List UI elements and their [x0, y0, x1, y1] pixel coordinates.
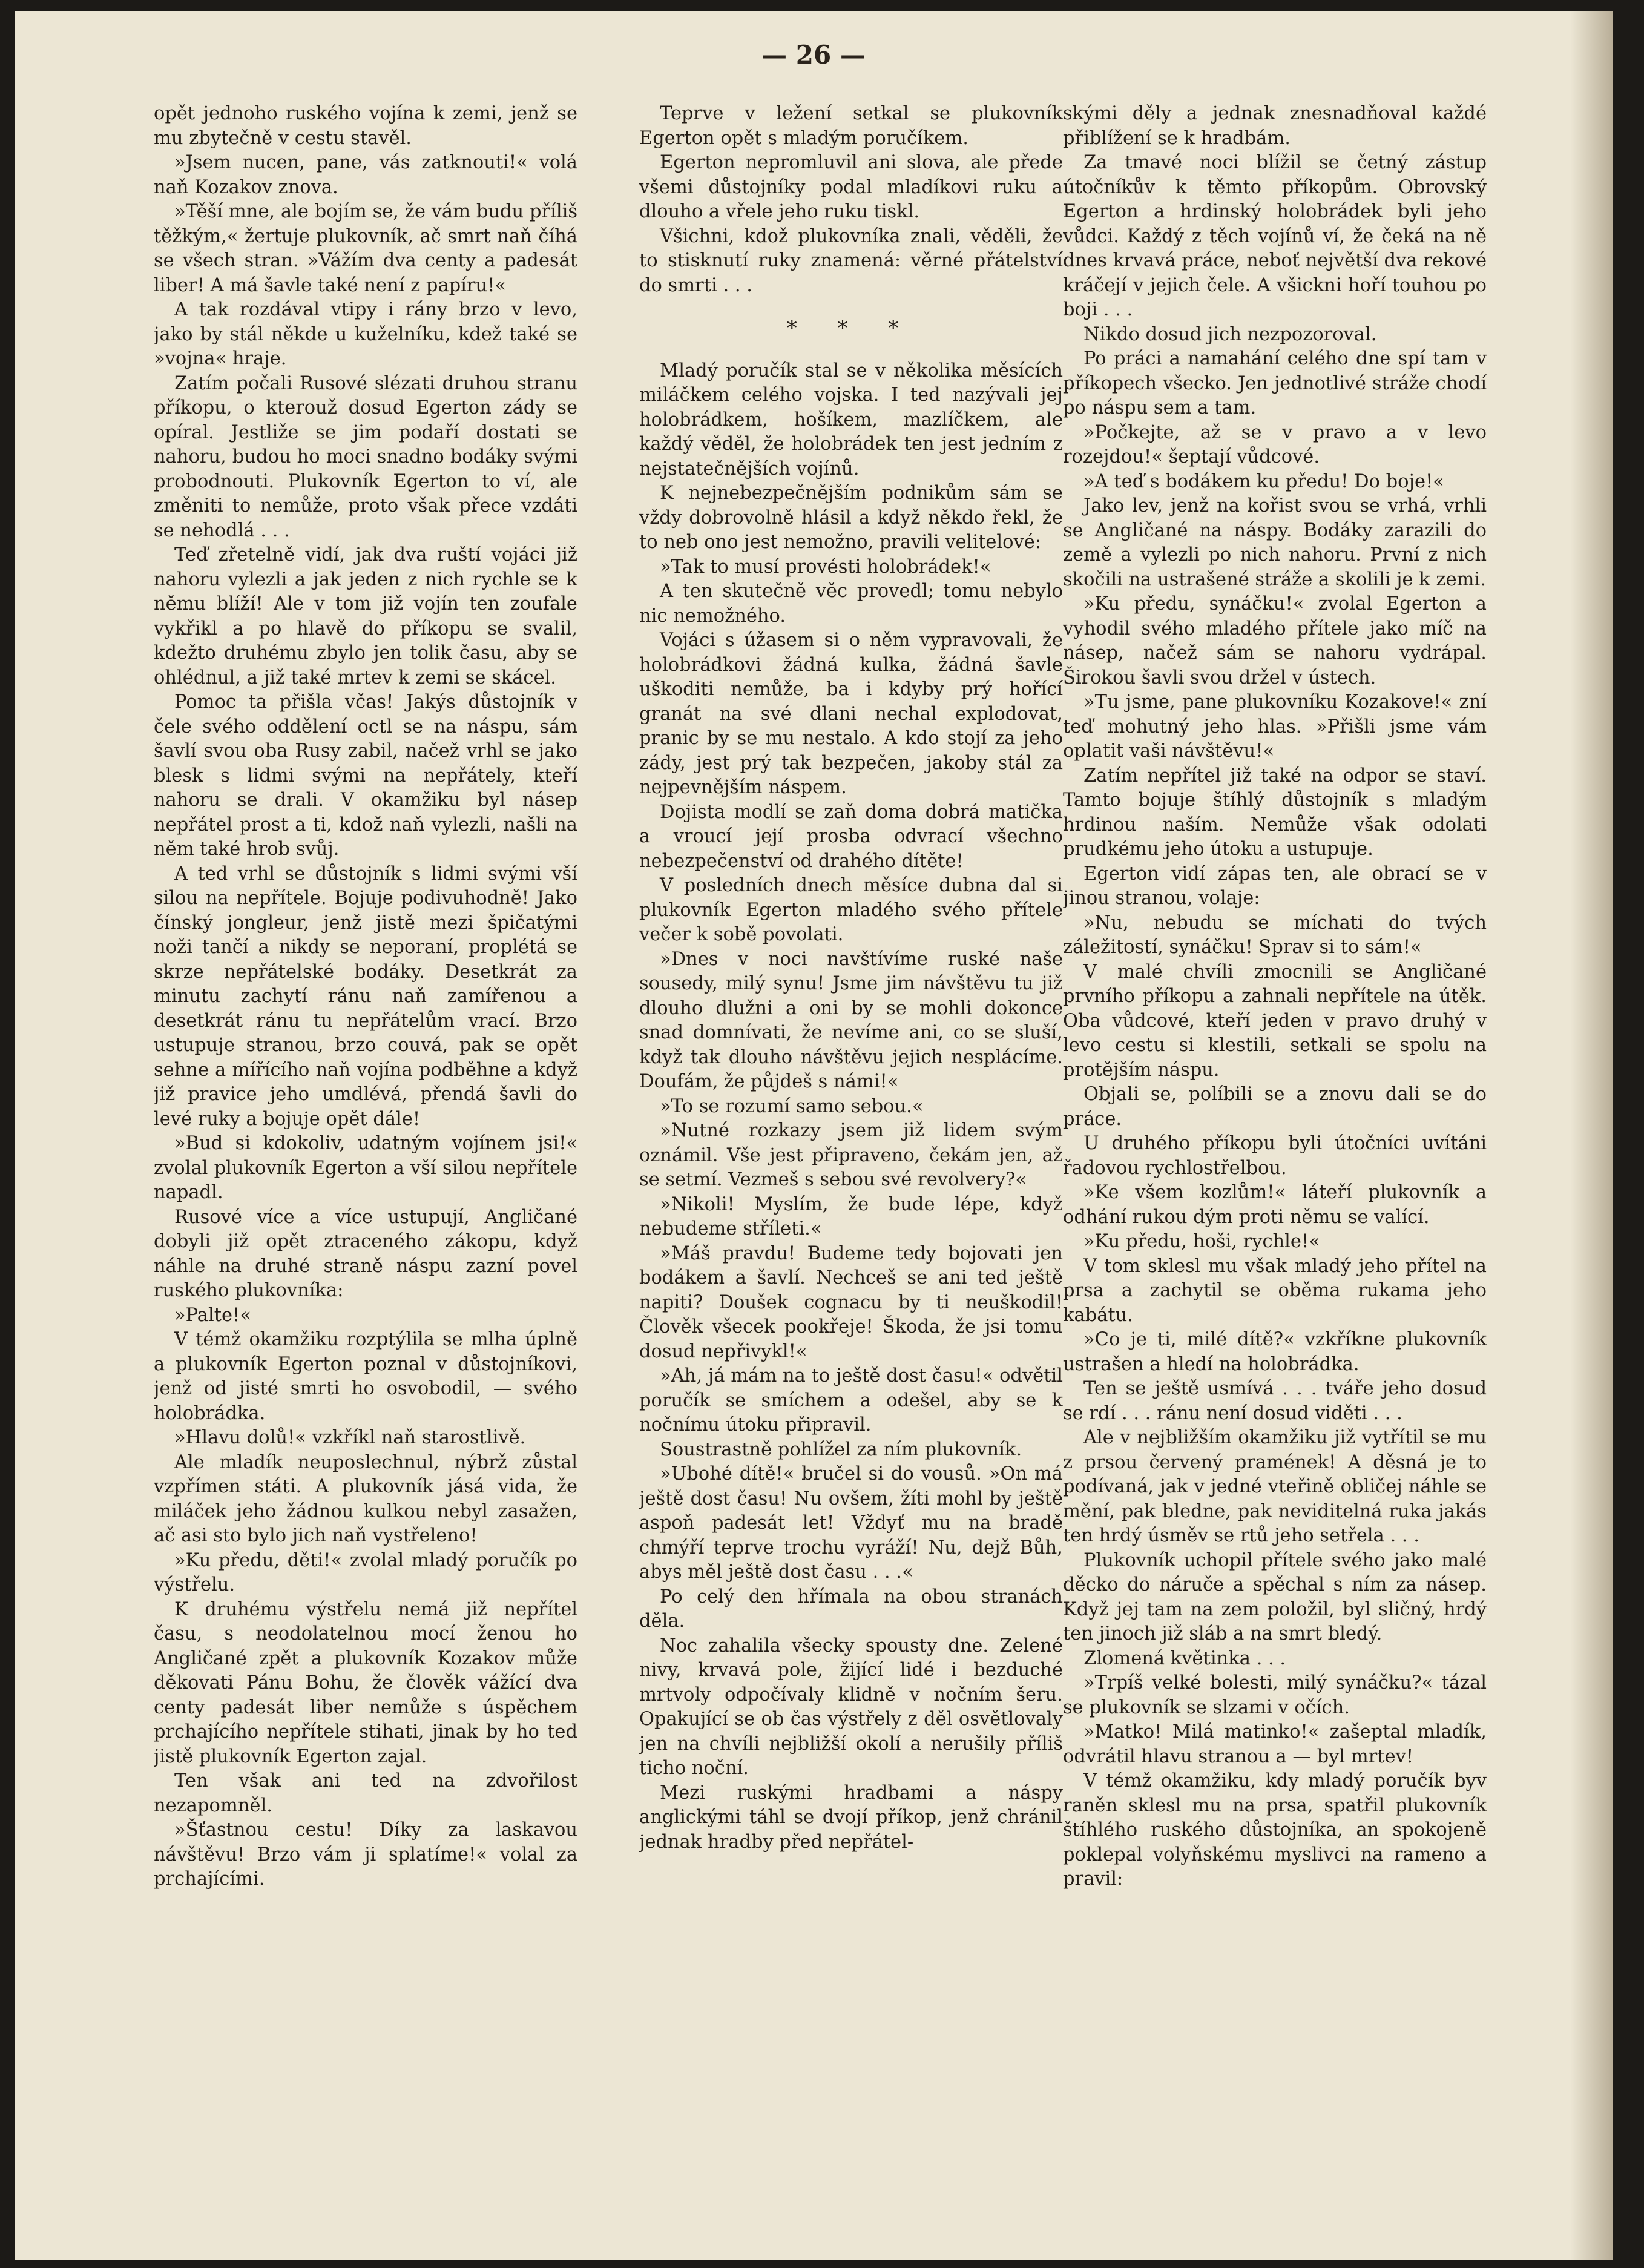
paragraph: V tom sklesl mu však mladý jeho přítel na prsa a zachytil se oběma rukama jeho kabátu.	[1063, 1255, 1487, 1326]
paragraph: skými děly a jednak znesnadňoval každé přiblížení se k hradbám.	[1063, 103, 1487, 149]
paragraph: »Nikoli! Myslím, že bude lépe, když nebudeme stříleti.«	[639, 1193, 1063, 1239]
paragraph: »Hlavu dolů!« vzkříkl naň starostlivě.	[174, 1427, 526, 1448]
paragraph: V malé chvíli zmocnili se Angličané prvního příkopu a zahnali nepřítele na útěk. Oba vůdcové, kteří jeden v pravo druhý v levo cestu si klestili, setkali se spolu na protějším náspu.	[1063, 961, 1487, 1081]
paragraph: Soustrastně pohlížel za ním plukovník.	[660, 1439, 1022, 1460]
paragraph: »Ubohé dítě!« bručel si do vousů. »On má ještě dost času! Nu ovšem, žíti mohl by ještě aspoň padesát let! Vždyť mu na bradě chmýří teprve trochu vyráží! Nu, dejž Bůh, abys měl ještě dost času . . .«	[639, 1463, 1063, 1583]
paragraph: Dojista modlí se zaň doma dobrá matička a vroucí její prosba odvrací všechno nebezpečenství od drahého dítěte!	[639, 801, 1063, 872]
paragraph: Mezi ruskými hradbami a náspy anglickými táhl se dvojí příkop, jenž chránil jednak hradby před nepřátel-	[639, 1782, 1063, 1853]
paragraph: Zatím počali Rusové slézati druhou stranu příkopu, o kterouž dosud Egerton zády se opíral. Jestliže se jim podaří dostati se nahoru, budou ho moci snadno bodáky svými probodnouti. Plukovník Egerton to ví, ale změniti to nemůže, proto však přece vzdáti se nehodlá . . .	[154, 372, 577, 541]
paragraph: Plukovník uchopil přítele svého jako malé děcko do náruče a spěchal s ním za násep. Když jej tam na zem položil, byl sličný, hrdý ten jinoch již sláb a na smrt bledý.	[1063, 1549, 1487, 1644]
paragraph: Zatím nepřítel již také na odpor se staví. Tamto bojuje štíhlý důstojník s mladým hrdinou naším. Nemůže však odolati prudkému jeho útoku a ustupuje.	[1063, 765, 1487, 860]
paragraph: »Dnes v noci navštívíme ruské naše sousedy, milý synu! Jsme jim návštěvu tu již dlouho dlužni a oni by se mohli dokonce snad domnívati, že nevíme ani, co se sluší, když tak dlouho návštěvu jejich nesplácíme. Doufám, že půjdeš s námi!«	[639, 948, 1063, 1092]
paragraph: »Bud si kdokoliv, udatným vojínem jsi!« zvolal plukovník Egerton a vší silou nepřítele napadl.	[154, 1133, 577, 1203]
paragraph: A ted vrhl se důstojník s lidmi svými vší silou na nepřítele. Bojuje podivuhodně! Jako čínský jongleur, jenž jistě mezi špičatými noži tančí a nikdy se neporaní, proplétá se skrze nepřátelské bodáky. Desetkrát za minutu zachytí ránu naň zamířenou a desetkrát ránu tu nepřátelům vrací. Brzo ustupuje stranou, brzo couvá, pak se opět sehne a mířícího naň vojína podběhne a když již pravice jeho umdlévá, přendá šavli do levé ruky a bojuje opět dále!	[154, 863, 577, 1130]
paragraph: V témž okamžiku rozptýlila se mlha úplně a plukovník Egerton poznal v důstojníkovi, jenž od jisté smrti ho osvobodil, — svého holobrádka.	[154, 1329, 577, 1424]
paragraph: Ten se ještě usmívá . . . tváře jeho dosud se rdí . . . ránu není dosud viděti . . .	[1063, 1378, 1487, 1424]
paragraph: »Jsem nucen, pane, vás zatknouti!« volá naň Kozakov znova.	[154, 152, 577, 198]
paragraph: »Ke všem kozlům!« láteří plukovník a odhání rukou dým proti němu se valící.	[1063, 1182, 1487, 1228]
paragraph: »Ku předu, děti!« zvolal mladý poručík po výstřelu.	[154, 1549, 577, 1595]
paragraph: K nejnebezpečnějším podnikům sám se vždy dobrovolně hlásil a když někdo řekl, že to neb ono jest nemožno, pravili velitelové:	[639, 483, 1063, 553]
paragraph: Zlomená květinka . . .	[1083, 1647, 1286, 1669]
section-separator: * * *	[786, 316, 916, 340]
book-page	[15, 11, 1613, 2260]
paragraph: »Tu jsme, pane plukovníku Kozakove!« zní teď mohutný jeho hlas. »Přišli jsme vám oplatit vaši návštěvu!«	[1063, 691, 1487, 762]
paragraph: Objali se, políbili se a znovu dali se do práce.	[1063, 1084, 1487, 1130]
paragraph: »Co je ti, milé dítě?« vzkříkne plukovník ustrašen a hledí na holobrádka.	[1063, 1329, 1487, 1375]
paragraph: Pomoc ta přišla včas! Jakýs důstojník v čele svého oddělení octl se na náspu, sám šavlí svou oba Rusy zabil, načež vrhl se jako blesk s lidmi svými na nepřátely, kteří nahoru se drali. V okamžiku byl násep nepřátel prost a ti, kdož naň vylezli, našli na něm také hrob svůj.	[154, 691, 577, 860]
paragraph: Mladý poručík stal se v několika měsících miláčkem celého vojska. I ted nazývali jej holobrádkem, hošíkem, mazlíčkem, ale každý věděl, že holobrádek ten jest jedním z nejstatečnějších vojínů.	[639, 360, 1063, 480]
paragraph: »Ku předu, hoši, rychle!«	[1083, 1231, 1320, 1252]
paragraph: K druhému výstřelu nemá již nepřítel času, s neodolatelnou mocí ženou ho Angličané zpět a plukovník Kozakov může děkovati Pánu Bohu, že člověk vážící dva centy padesát liber nemůže s úspěchem prchajícího nepřítele stihati, jinak by ho ted jistě plukovník Egerton zajal.	[154, 1598, 577, 1767]
paragraph: »Tak to musí provésti holobrádek!«	[660, 556, 991, 578]
paragraph: Egerton nepromluvil ani slova, ale přede všemi důstojníky podal mladíkovi ruku a dlouho a vřele jeho ruku tiskl.	[639, 152, 1063, 222]
paragraph: »Máš pravdu! Budeme tedy bojovati jen bodákem a šavlí. Nechceš se ani ted ještě napiti? Doušek cognacu by ti neuškodil! Člověk všecek pookřeje! Škoda, že jsi tomu dosud nepřivykl!«	[639, 1242, 1063, 1362]
paragraph: »Šťastnou cestu! Díky za laskavou návštěvu! Brzo vám ji splatíme!« volal za prchajícími.	[154, 1819, 577, 1890]
paragraph: A ten skutečně věc provedl; tomu nebylo nic nemožného.	[639, 581, 1063, 627]
text-column-2	[639, 102, 1063, 2209]
paragraph: Nikdo dosud jich nezpozoroval.	[1083, 323, 1377, 345]
paragraph: »Trpíš velké bolesti, milý synáčku?« tázal se plukovník se slzami v očích.	[1063, 1672, 1487, 1718]
paragraph: Všichni, kdož plukovníka znali, věděli, že to stisknutí ruky znamená: věrné přátelství do smrti . . .	[639, 225, 1063, 296]
paragraph: Vojáci s úžasem si o něm vypravovali, že holobrádkovi žádná kulka, žádná šavle uškoditi nemůže, ba i kdyby prý hořící granát na své dlani nechal explodovat, pranic by se mu nestalo. A kdo stojí za jeho zády, jest prý tak bezpečen, jakoby stál za nejpevnějším náspem.	[639, 630, 1063, 798]
page-number: — 26 —	[761, 40, 866, 70]
paragraph: Za tmavé noci blížil se četný zástup útočníkův k těmto příkopům. Obrovský Egerton a hrdinský holobrádek byli jeho vůdci. Každý z těch vojínů ví, že čeká na ně dnes krvavá práce, neboť největší dva rekové kráčejí v jejich čele. A všickni hoří touhou po boji . . .	[1063, 152, 1487, 320]
text-column-1	[154, 102, 577, 2209]
paragraph: »To se rozumí samo sebou.«	[660, 1095, 924, 1117]
paragraph: opět jednoho ruského vojína k zemi, jenž se mu zbytečně v cestu stavěl.	[154, 103, 577, 149]
paragraph: Teprve v ležení setkal se plukovník Egerton opět s mladým poručíkem.	[639, 103, 1063, 149]
paragraph: »Počkejte, až se v pravo a v levo rozejdou!« šeptají vůdcové.	[1063, 421, 1487, 467]
paragraph: Jako lev, jenž na kořist svou se vrhá, vrhli se Angličané na náspy. Bodáky zarazili do země a vylezli po nich nahoru. První z nich skočili na ustrašené stráže a skolili je k zemi.	[1063, 495, 1487, 590]
paragraph: »A teď s bodákem ku předu! Do boje!«	[1083, 470, 1444, 492]
paragraph: Po práci a namahání celého dne spí tam v příkopech všecko. Jen jednotlivé stráže chodí po náspu sem a tam.	[1063, 348, 1487, 418]
paragraph: Ale v nejbližším okamžiku již vytřítil se mu z prsou červený pramének! A děsná je to podívaná, jak v jedné vteřině obličej náhle se mění, pak bledne, pak neviditelná ruka jakás ten hrdý úsměv se rtů jeho setřela . . .	[1063, 1427, 1487, 1546]
paragraph: »Těší mne, ale bojím se, že vám budu příliš těžkým,« žertuje plukovník, ač smrt naň číhá se všech stran. »Vážím dva centy a padesát liber! A má šavle také není z papíru!«	[154, 201, 577, 296]
paragraph: Egerton vidí zápas ten, ale obrací se v jinou stranou, volaje:	[1063, 863, 1487, 909]
paragraph: »Ku předu, synáčku!« zvolal Egerton a vyhodil svého mladého přítele jako míč na násep, načež sám se nahoru vydrápal. Širokou šavli svou držel v ústech.	[1063, 593, 1487, 688]
paragraph: »Palte!«	[174, 1304, 251, 1326]
paragraph: V posledních dnech měsíce dubna dal si plukovník Egerton mladého svého přítele večer k sobě povolati.	[639, 875, 1063, 945]
paragraph: Teď zřetelně vidí, jak dva ruští vojáci již nahoru vylezli a jak jeden z nich rychle se k němu blíží! Ale v tom již vojín ten zoufale vykřikl a po hlavě do příkopu se svalil, kdežto druhému zbylo jen tolik času, aby se ohlédnul, a již také mrtev k zemi se skácel.	[154, 544, 577, 688]
paragraph: Ale mladík neuposlechnul, nýbrž zůstal vzpřímen státi. A plukovník jásá vida, že miláček jeho žádnou kulkou nebyl zasažen, ač asi sto bylo jich naň vystřeleno!	[154, 1451, 577, 1546]
paragraph: Ten však ani ted na zdvořilost nezapomněl.	[154, 1770, 577, 1816]
paragraph: V témž okamžiku, kdy mladý poručík byv raněn sklesl mu na prsa, spatřil plukovník štíhlého ruského důstojníka, an spokojeně poklepal volyňskému myslivci na rameno a pravil:	[1063, 1770, 1487, 1890]
paragraph: Noc zahalila všecky spousty dne. Zelené nivy, krvavá pole, žijící lidé i bezduché mrtvoly odpočívaly klidně v nočním šeru. Opakující se ob čas výstřely z děl osvětlovaly jen na chvíli nejbližší okolí a nerušily příliš ticho noční.	[639, 1635, 1063, 1779]
paragraph: »Nu, nebudu se míchati do tvých záležitostí, synáčku! Sprav si to sám!«	[1063, 912, 1487, 958]
paragraph: »Ah, já mám na to ještě dost času!« odvětil poručík se smíchem a odešel, aby se k nočnímu útoku připravil.	[639, 1365, 1063, 1436]
paragraph: A tak rozdával vtipy i rány brzo v levo, jako by stál někde u kuželníku, kdež také se »vojna« hraje.	[154, 299, 577, 369]
paragraph: U druhého příkopu byli útočníci uvítáni řadovou rychlostřelbou.	[1063, 1133, 1487, 1179]
paragraph: Rusové více a více ustupují, Angličané dobyli již opět ztraceného zákopu, když náhle na druhé straně náspu zazní povel ruského plukovníka:	[154, 1206, 577, 1301]
paragraph: »Nutné rozkazy jsem již lidem svým oznámil. Vše jest připraveno, čekám jen, až se setmí. Vezmeš s sebou své revolvery?«	[639, 1120, 1063, 1190]
paragraph: »Matko! Milá matinko!« zašeptal mladík, odvrátil hlavu stranou a — byl mrtev!	[1063, 1721, 1487, 1767]
text-column-3	[1063, 102, 1487, 2209]
paragraph: Po celý den hřímala na obou stranách děla.	[639, 1586, 1063, 1632]
